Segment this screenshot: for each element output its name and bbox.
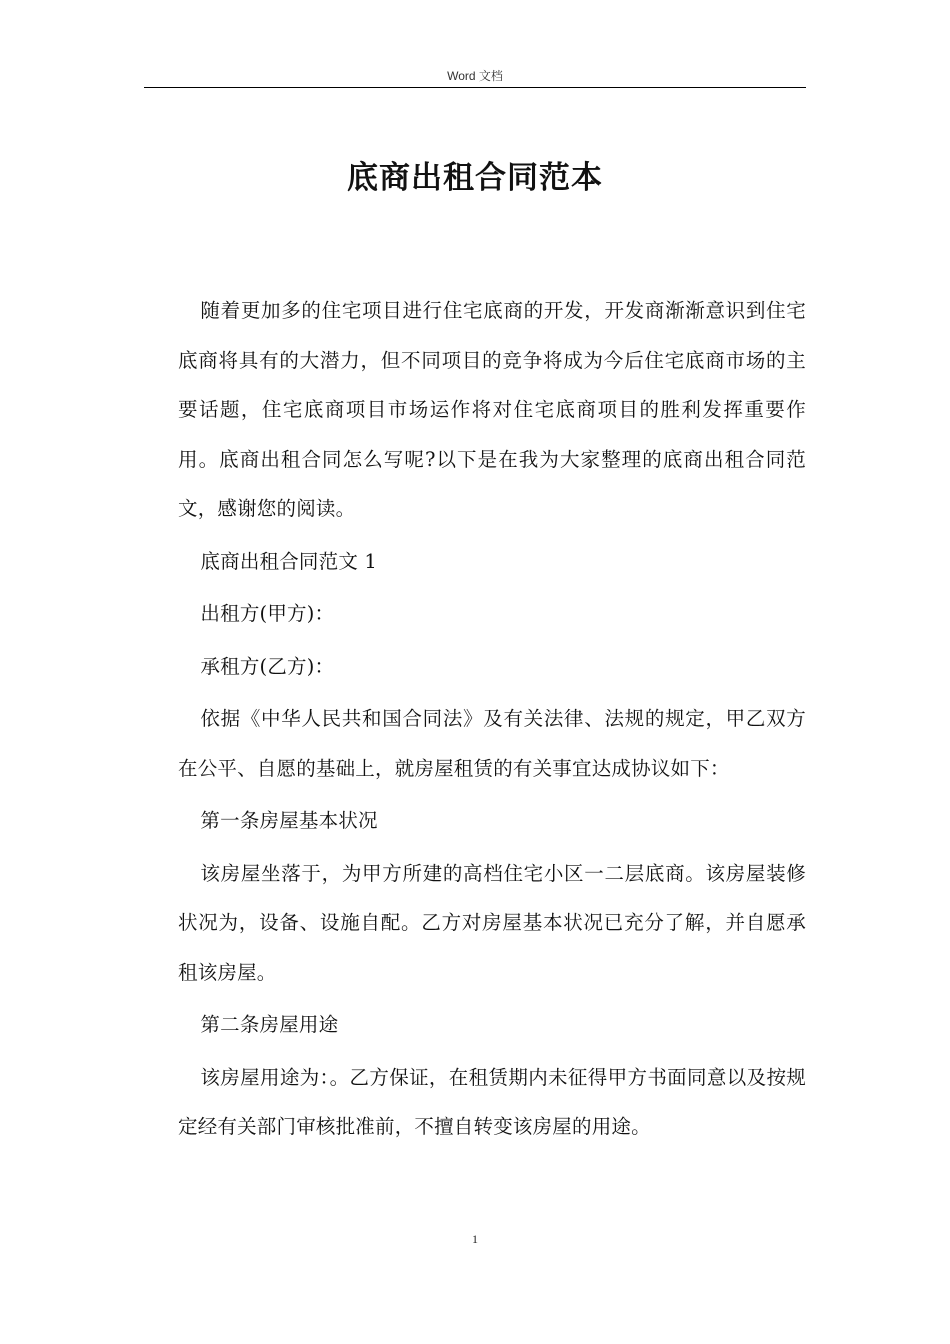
paragraph-intro: 随着更加多的住宅项目进行住宅底商的开发，开发商渐渐意识到住宅底商将具有的大潜力，但不同项目的竞争将成为今后住宅底商市场的主要话题，住宅底商项目市场运作将对住宅底商项目的胜利发挥重要作用。底商出租合同怎么写呢?以下是在我为大家整理的底商出租合同范文，感谢您的阅读。 — [178, 299, 806, 520]
paragraph-article-2-heading: 第二条房屋用途 — [200, 1013, 339, 1036]
paragraph-article-2-body: 该房屋用途为：。乙方保证，在租赁期内未征得甲方书面同意以及按规定经有关部门审核批准前，不擅自转变该房屋的用途。 — [178, 1065, 806, 1138]
document-body — [178, 286, 806, 1155]
paragraph-lessee: 承租方(乙方)： — [200, 654, 335, 678]
page-header: Word 文档 — [447, 69, 503, 83]
page-number: 1 — [472, 1232, 478, 1246]
paragraph-article-1-body: 该房屋坐落于，为甲方所建的高档住宅小区一二层底商。该房屋装修状况为，设备、设施自配。乙方对房屋基本状况已充分了解，并自愿承租该房屋。 — [178, 861, 806, 984]
paragraph-lessor: 出租方(甲方)： — [200, 602, 335, 625]
paragraph-article-1-heading: 第一条房屋基本状况 — [200, 809, 378, 832]
paragraph-section-heading: 底商出租合同范文 1 — [200, 549, 378, 573]
document-title: 底商出租合同范本 — [347, 160, 603, 196]
paragraph-legal-basis: 依据《中华人民共和国合同法》及有关法律、法规的规定，甲乙双方在公平、自愿的基础上，就房屋租赁的有关事宜达成协议如下： — [178, 707, 806, 780]
header-divider — [144, 87, 806, 88]
